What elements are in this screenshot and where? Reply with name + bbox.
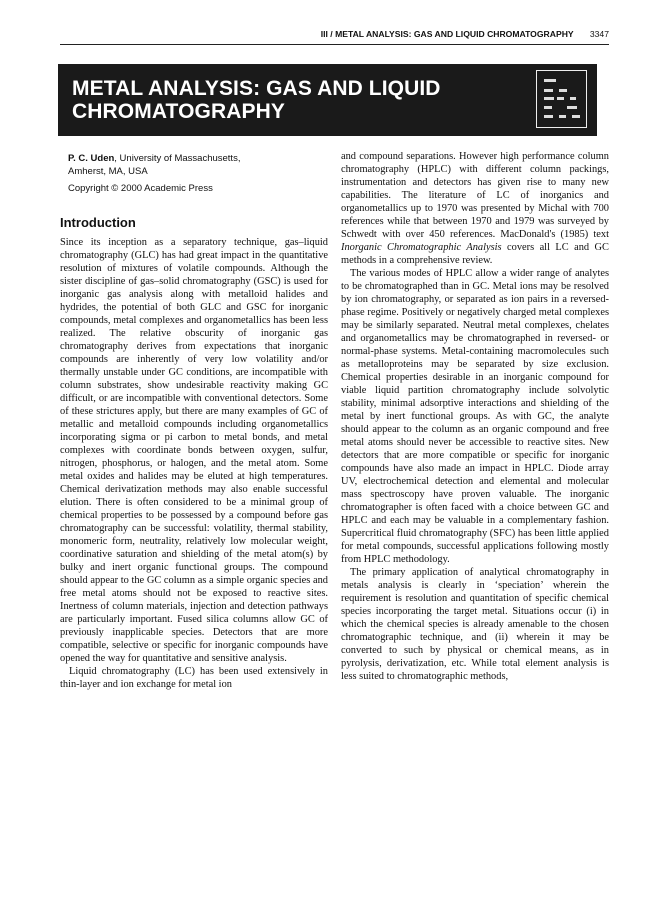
paragraph-4: The primary application of analytical chromatography in metals analysis is clearly in ‘speciation’ wherein the requirement is resolution and quantitation of specific chemical species incorporating the target metal. Situations occur (i) in which the chemical species is already amenable to the chosen chromatographic technique, and (ii) wherein it may be converted to such by physical or chemical means, as in pyrolysis, derivatization, etc. While total element analysis is less suited to chromatographic methods, [341,567,609,682]
right-column [341,150,609,683]
paragraph-1: Since its inception as a separatory technique, gas–liquid chromatography (GLC) has had great impact in the quantitative resolution of mixtures of volatile compounds. Although the sister discipline of gas–solid chromatography (GSC) is used for inorganic gas analysis along with metalloid halides and hydrides, the potential of both GLC and GSC for inorganic compounds, metal complexes and organometallics has been less realized. The relative obscurity of inorganic gas chromatography derives from expectations that inorganic compounds are inherently of very low volatility and/or thermally unstable under GC conditions, are incompatible with column substrates, show undesirable reactivity making GC difficult, or are incompatible with conventional detectors. Some of these strictures apply, but there are many examples of GC of metallic and metalloid compounds including organometallics incorporating sigma or pi carbon to metal bonds, and metal complexes with coordinate bonds between oxygen, sulfur, nitrogen, phosphorus, or halogen, and the metal atom. Some metal oxides and halides may be eluted at high temperatures. Chemical derivatization methods may also enable successful elution. There is often considered to be a minimal group of chemical properties to be possessed by a compound before gas chromatography can be successful: volatility, thermal stability, monomeric form, neutrality, relatively low molecular weight, coordinative saturation and shielding of the metal atom(s) by bulky and inert organic functional groups. The compound should appear to the GC column as a simple organic species and free metal atoms should not be exposed to reactive sites. Inertness of column materials, injection and detection pathways are particularly important. Fused silica columns allow GC of previously inapplicable species. Detectors that are more compatible, selective or specific for inorganic compounds have opened the way for quantitative and sensitive analysis. [60,237,328,664]
book-title: Inorganic Chromatographic Analysis [341,242,502,253]
paragraph-3: The various modes of HPLC allow a wider range of analytes to be chromatographed than in GC. Metal ions may be resolved by ion chromatography, or separated as ion pairs in a reversed-phase regime. Positively or negatively charged metal complexes may be similarly separated. Neutral metal complexes, chelates and organometallics may be chromatographed in reversed- or normal-phase systems. Metal-containing macromolecules such as metalloproteins may be separated by size exclusion. Chemical properties desirable in an inorganic compound for viable liquid partition chromatography include solvolytic stability, minimal adsorptive interactions and shielding of the metal by inert functional groups. As with GC, the analyte should appear to the column as an organic compound and free metal atoms should never be accessible to reactive sites. New detectors that are more compatible or specific for inorganic compounds have also made an impact in HPLC. Diode array UV, electrochemical detection and elemental and molecular mass spectroscopy have proven valuable. The inorganic chromatographer is often faced with a choice between GC and HPLC and each may be valuable in a complementary fashion. Supercritical fluid chromatography (SFC) has been little applied for metal compounds, successful applications following mostly from HPLC methodology. [341,268,609,565]
author-line [68,152,328,165]
author-affiliation: , University of Massachusetts, [114,153,241,164]
copyright-notice: Copyright © 2000 Academic Press [68,183,213,194]
author-name: P. C. Uden [68,153,115,164]
author-block [68,152,328,195]
article-title [72,77,441,123]
paragraph-2-continued: and compound separations. However high performance column chromatography (HPLC) with different column packings, instrumentation and detectors has given rise to many new capabilities. The literature of LC of inorganics and organometallics up to 1970 was presented by Michal with 700 references while that between 1970 and 1979 was surveyed by Schwedt with over 450 references. MacDonald's (1985) text Inorganic Chromatographic Analysis covers all LC and GC methods in a comprehensive review. [341,151,609,266]
paragraph-2-start: Liquid chromatography (LC) has been used extensively in thin-layer and ion exchange for metal ion [60,666,328,690]
article-title-line-1: METAL ANALYSIS: GAS AND LIQUID [72,77,441,100]
article-title-banner [58,64,597,136]
left-column [60,150,328,691]
running-head-title: III / METAL ANALYSIS: GAS AND LIQUID CHROMATOGRAPHY [320,29,574,39]
chromatogram-logo-icon [536,70,587,128]
running-head [60,28,609,45]
page-number: 3347 [589,29,609,39]
section-heading-introduction: Introduction [60,215,136,230]
author-location: Amherst, MA, USA [68,166,148,177]
article-title-line-2: CHROMATOGRAPHY [72,100,285,123]
